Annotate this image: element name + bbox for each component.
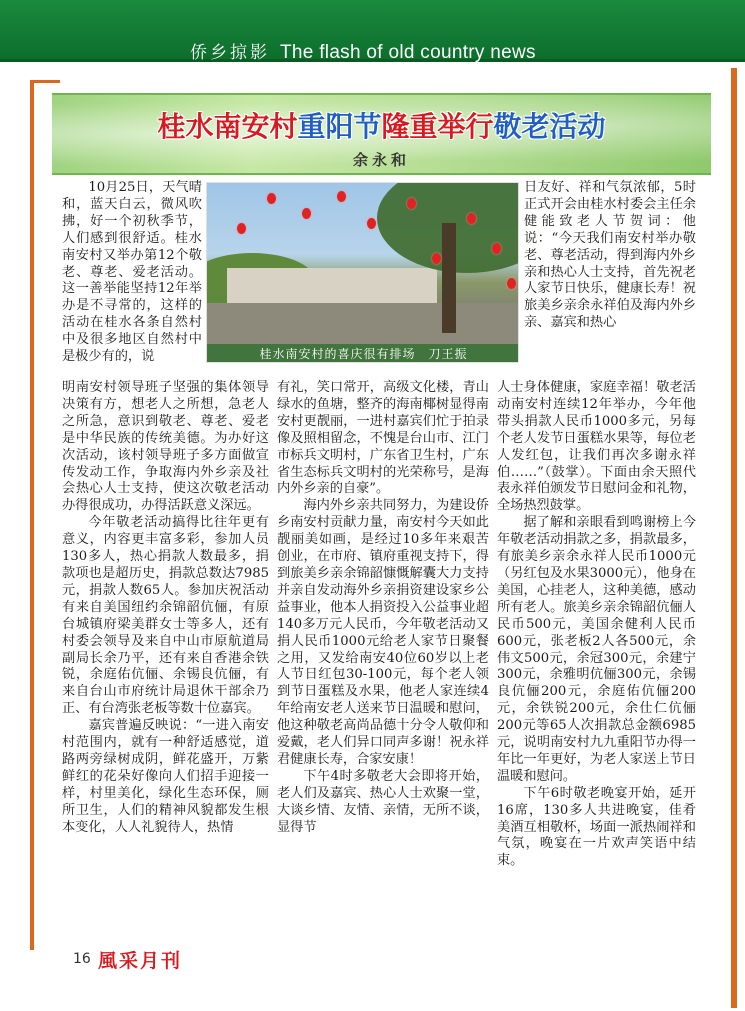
column-1 xyxy=(62,380,269,836)
title-part-event: 敬老活动 xyxy=(493,110,606,143)
photo-tree-trunk xyxy=(442,223,456,333)
article-title xyxy=(52,105,711,145)
magazine-name: 風采月刊 xyxy=(98,950,183,972)
top-orange-rule xyxy=(30,80,60,83)
article-banner xyxy=(52,93,711,175)
paragraph-village-beauty: 有礼，笑口常开，高级文化楼，青山绿水的鱼塘，整齐的海南椰树显得南安村更靓丽，一进村嘉宾们忙于拍录像及照相留念，不愧是台山市、江门市标兵文明村，广东省卫生村，广东省生态标兵文明村的光荣称号，是海内外乡亲的自豪”。 xyxy=(277,380,489,497)
paragraph-meeting: 下午4时多敬老大会即将开始，老人们及嘉宾、热心人士欢聚一堂，大谈乡情、友情、亲情，无所不谈，显得节 xyxy=(277,768,489,835)
right-orange-rule xyxy=(731,68,737,1008)
paragraph-participants: 今年敬老活动搞得比往年更有意义，内容更丰富多彩，参加人员130多人，热心捐款人数最多，捐款项也是超历史，捐款总数达7985元，捐款人数65人。参加庆祝活动有来自美国纽约余锦韶伉俪，有原台城镇府梁美群女士等多人，还有村委会领导及来自中山市原航道局副局长余乃平，还有来自香港余铁锐，余庭佑伉俪、余锡良伉俪，有来自台山市府统计局退休干部余乃正、有台湾张老板等数十位嘉宾。 xyxy=(62,515,269,717)
paragraph-intro: 10月25日，天气晴和，蓝天白云，微风吹拂，好一个初秋季节，人们感到很舒适。桂水南安村又举办第12个敬老、尊老、爱老活动。这一善举能坚持12年举办是不寻常的，这样的活动在桂水各条自然村中及很多地区自然村中是极少有的，说 xyxy=(62,180,202,365)
column-3-top xyxy=(524,180,696,332)
lantern-icon xyxy=(302,208,311,219)
section-title-cn: 侨乡掠影 xyxy=(190,43,270,63)
header-bar xyxy=(0,0,745,62)
lantern-icon xyxy=(507,278,516,289)
section-title-en: The flash of old country news xyxy=(280,42,536,63)
title-part-village: 桂水南安村 xyxy=(157,110,298,143)
column-1-top xyxy=(62,180,202,366)
column-3 xyxy=(497,380,696,870)
article-photo xyxy=(206,182,519,363)
paragraph-donor: 海内外乡亲共同努力，为建设侨乡南安村贡献力量，南安村今天如此靓丽美如画，是经过10多年来艰苦创业，在市府、镇府重视支持下，得到旅美乡亲余锦韶慷慨解囊大力支持并亲自发动海外乡亲捐资建设家乡公益事业，他本人捐资投入公益事业超140多万元人民币，今年敬老活动又捐人民币1000元给老人家节日聚餐之用，又发给南安40位60岁以上老人节日红包30-100元，每个老人领到节日蛋糕及水果，他老人家连续4年给南安老人送来节日温暖和慰问，他这种敬老高尚品德十分令人敬仰和爱戴，老人们异口同声多谢！祝永祥君健康长寿，合家安康！ xyxy=(277,498,489,767)
paragraph-guests-quote: 嘉宾普遍反映说：“一进入南安村范围内，就有一种舒适感觉，道路两旁绿树成阴，鲜花盛开，万紫鲜红的花朵好像向人们招手迎接一样，村里美化，绿化生态环保，厕所卫生，人们的精神风貌都发生根本变化，人人礼貌待人，热情 xyxy=(62,718,269,835)
paragraph-leadership: 明南安村领导班子坚强的集体领导决策有方，想老人之所想，急老人之所急，意识到敬老、尊老、爱老是中华民族的传统美德。为办好这次活动，该村领导班子多方面做宣传发动工作，争取海内外乡亲及社会热心人士支持，使这次敬老活动办得很成功，办得活跃意义深远。 xyxy=(62,380,269,514)
lantern-icon xyxy=(407,198,416,209)
author-byline: 余永和 xyxy=(352,151,410,169)
lantern-icon xyxy=(467,213,476,224)
page-number: 16 xyxy=(73,951,91,967)
lantern-icon xyxy=(492,243,501,254)
title-part-held: 隆重举行 xyxy=(381,110,494,143)
lantern-icon xyxy=(337,191,346,202)
paragraph-banquet: 下午6时敬老晚宴开始，延开16席，130多人共进晚宴，佳肴美酒互相敬杯，场面一派热闹祥和气氛，晚宴在一片欢声笑语中结束。 xyxy=(497,785,696,869)
paragraph-speech: 日友好、祥和气氛浓郁，5时正式开会由桂水村委会主任余健能致老人节贺词：他说：“今天我们南安村举办敬老、尊老活动，得到海内外乡亲和热心人士支持，首先祝老人家节日快乐，健康长寿！祝旅美乡亲余永祥伯及海内外乡亲、嘉宾和热心 xyxy=(524,180,696,331)
lantern-icon xyxy=(267,193,276,204)
lantern-icon xyxy=(237,223,246,234)
column-2 xyxy=(277,380,489,836)
section-title xyxy=(190,38,536,63)
title-part-festival: 重阳节 xyxy=(297,110,382,143)
lantern-icon xyxy=(432,253,441,264)
paragraph-speech-cont: 人士身体健康，家庭幸福！敬老活动南安村连续12年举办，今年他带头捐款人民币1000多元，另每个老人发节日蛋糕水果等，每位老人发红包，让我们再次多谢永祥伯……”（鼓掌）。下面由余天照代表永祥伯颁发节日慰问金和礼物，全场热烈鼓掌。 xyxy=(497,380,696,514)
photo-caption: 桂水南安村的喜庆很有排场 刀王振 xyxy=(207,344,519,363)
paragraph-donations: 据了解和亲眼看到鸣谢榜上今年敬老活动捐款之多，捐款最多，有旅美乡亲余永祥人民币1000元（另红包及水果3000元），他身在美国，心挂老人，这种美德，感动所有老人。旅美乡亲余锦韶伉俪人民币500元，美国余健利人民币600元，张老板2人各500元，余伟文500元，余冠300元，余建宁300元，余雅明伉俪300元，余锡良伉俪200元，余庭佑伉俪200元，余铁锐200元，余仕仁伉俪200元等65人次捐款总金额6985元，说明南安村九九重阳节办得一年比一年更好，为老人家送上节日温暖和慰问。 xyxy=(497,515,696,784)
left-orange-rule xyxy=(30,80,34,950)
lantern-icon xyxy=(367,218,376,229)
